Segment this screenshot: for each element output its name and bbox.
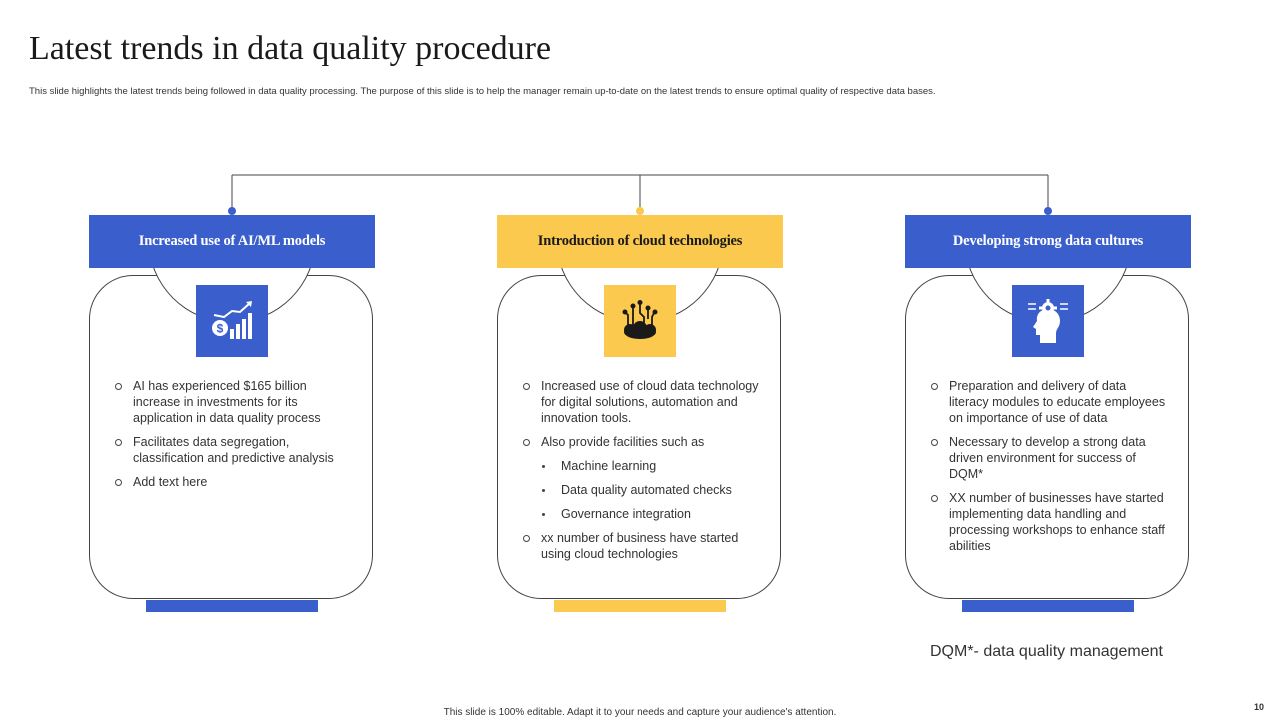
cloud-circuit-icon xyxy=(604,285,676,357)
page-title: Latest trends in data quality procedure xyxy=(29,30,552,67)
connector-dot-1 xyxy=(228,207,236,215)
panel-list xyxy=(113,378,353,498)
footnote: DQM*- data quality management xyxy=(930,643,1163,660)
svg-text:$: $ xyxy=(216,321,224,336)
connector-dot-2 xyxy=(636,207,644,215)
panel-header: Increased use of AI/ML models xyxy=(89,215,375,268)
panel-base-bar xyxy=(962,600,1134,612)
sub-list-item: Machine learning xyxy=(521,458,761,474)
investment-growth-icon xyxy=(196,285,268,357)
list-item: Necessary to develop a strong data driven environment for success of DQM* xyxy=(929,434,1169,482)
sub-list-item: Data quality automated checks xyxy=(521,482,761,498)
trend-panel-data-culture xyxy=(905,215,1191,615)
sub-list-item: Governance integration xyxy=(521,506,761,522)
panel-list xyxy=(521,378,761,570)
trend-panel-ai-ml xyxy=(89,215,375,615)
list-item: XX number of businesses have started implementing data handling and processing workshops to enhance staff abilities xyxy=(929,490,1169,554)
connector-dot-3 xyxy=(1044,207,1052,215)
list-item: xx number of business have started using cloud technologies xyxy=(521,530,761,562)
list-item: Preparation and delivery of data literacy modules to educate employees on importance of use of data xyxy=(929,378,1169,426)
panel-base-bar xyxy=(554,600,726,612)
panel-header: Introduction of cloud technologies xyxy=(497,215,783,268)
trend-panel-cloud xyxy=(497,215,783,615)
list-item: Also provide facilities such as xyxy=(521,434,761,450)
page-number: 10 xyxy=(1253,702,1264,712)
panel-header: Developing strong data cultures xyxy=(905,215,1191,268)
panel-list xyxy=(929,378,1169,562)
head-gear-icon xyxy=(1012,285,1084,357)
page-subtitle: This slide highlights the latest trends being followed in data quality processing. The purpose of this slide is to help the manager remain up-to-date on the latest trends to ensure optimal quality of respective data bases. xyxy=(29,86,936,97)
list-item: Add text here xyxy=(113,474,353,490)
footer-note: This slide is 100% editable. Adapt it to your needs and capture your audience's attention. xyxy=(443,707,837,718)
list-item: Increased use of cloud data technology for digital solutions, automation and innovation tools. xyxy=(521,378,761,426)
list-item: Facilitates data segregation, classification and predictive analysis xyxy=(113,434,353,466)
panel-base-bar xyxy=(146,600,318,612)
list-item: AI has experienced $165 billion increase in investments for its application in data quality process xyxy=(113,378,353,426)
